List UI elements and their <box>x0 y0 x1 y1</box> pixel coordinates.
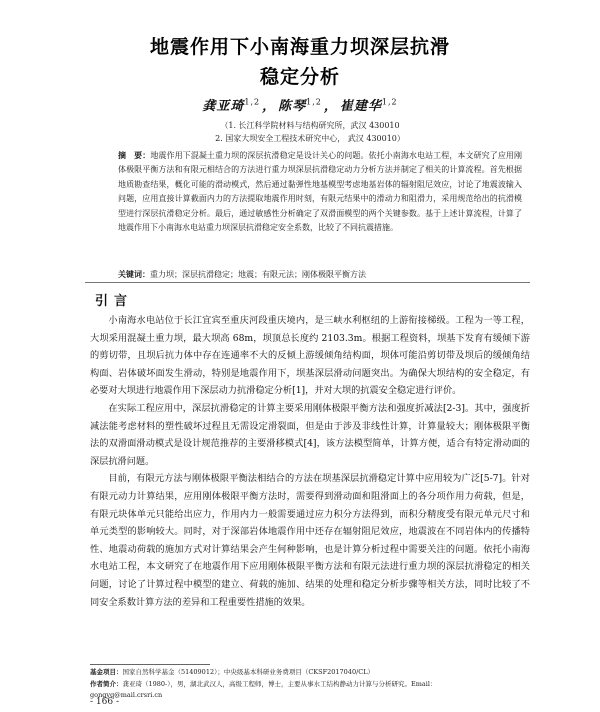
affiliation-2: 2. 国家大坝安全工程技术研究中心， 武汉 430010） <box>215 134 405 143</box>
paper-title-line-1: 地震作用下小南海重力坝深层抗滑 <box>149 36 450 58</box>
page-number: - 166 - <box>90 697 119 707</box>
author-bio-text: 龚亚琦（1980-），男，湖北武汉人，高级工程师，博士，主要从事水工结构静动力计算与分析研究。Email： <box>122 679 437 688</box>
fund-footnote <box>90 667 530 679</box>
keywords-label: 关键词： <box>118 269 150 279</box>
section-divider <box>85 282 530 283</box>
body-text <box>90 312 530 611</box>
author-bio-footnote <box>90 679 530 691</box>
body-paragraph: 在实际工程应用中，深层抗滑稳定的计算主要采用刚体极限平衡方法和强度折减法[2-3]。其中，强度折减法能考虑材料的塑性破坏过程且无需设定滑裂面，但是由于涉及非线性计算，计算量较大；刚体极限平衡法的双滑面滑动模式是设计规范推荐的主要滑移模式[4]，该方法模型简单，计算方便，适合有特定滑动面的深层抗滑问题。 <box>90 402 530 467</box>
author-affiliation-mark: 1,2 <box>381 97 398 107</box>
author-separator: ， <box>262 99 277 114</box>
fund-text: 国家自然科学基金（51409012）；中央级基本科研业务费项目（CKSF2017040/CL） <box>122 668 375 676</box>
author-name: 陈琴 <box>278 99 307 114</box>
abstract-text: 地震作用下混凝土重力坝的深层抗滑稳定是设计关心的问题。依托小南海水电站工程，本文研究了应用刚体极限平衡方法和有限元相结合的方法进行重力坝深层抗滑稳定动力分析方法并制定了相关的计算流程。首先根据地质勘查结果，概化可能的滑动模式，然后通过黏弹性地基模型考虑地基岩体的辐射阻尼效应，讨论了地震波输入问题，应用直接计算截面内力的方法提取地震作用时刻，有限元结果中的滑动力和阻滑力，采用规范给出的抗滑模型进行深层抗滑稳定分析。最后，通过敏感性分析确定了双滑面模型的两个关键参数。基于上述计算流程，计算了地震作用下小南海水电站重力坝深层抗滑稳定安全系数，比较了不同抗震措施。 <box>118 151 522 233</box>
author-email: gongyq@mail.crsri.cn <box>90 691 163 699</box>
keywords <box>118 267 522 282</box>
author-list <box>100 95 500 114</box>
body-paragraph: 小南海水电站位于长江宜宾至重庆河段重庆境内，是三峡水利枢纽的上游衔接梯级。工程为一等工程，大坝采用混凝土重力坝，最大坝高 68m，坝顶总长度约 2103.3m。根据工程资料，坝基下发育有缓倾下游的剪切带，且坝后抗力体中存在连通率不大的反倾上游缓倾角结构面，坝体可能沿剪切带及坝后的缓倾角结构面、岩体破坏面发生滑动，特别是地震作用下，坝基深层滑动问题突出。为确保大坝结构的安全稳定，有必要对大坝进行地震作用下深层动力抗滑稳定分析[1]，并对大坝的抗震安全稳定进行评价。 <box>90 315 530 397</box>
author-affiliation-mark: 1,2 <box>306 97 322 107</box>
abstract <box>118 148 522 235</box>
author-affiliation-mark: 1,2 <box>244 97 261 107</box>
footnote-divider <box>90 664 210 665</box>
section-heading-introduction: 引言 <box>95 294 134 309</box>
author-bio-label: 作者简介： <box>90 679 123 688</box>
paper-title-line-2: 稳定分析 <box>259 66 340 88</box>
abstract-label: 摘 要： <box>118 150 151 160</box>
author-name: 龚亚琦 <box>202 99 245 114</box>
body-paragraph: 目前，有限元方法与刚体极限平衡法相结合的方法在坝基深层抗滑稳定计算中应用较为广泛[5-7]。针对有限元动力计算结果，应用刚体极限平衡方法时，需要得到滑动面和阻滑面上的各分项作用力荷载，但是，有限元块体单元只能给出应力，作用内力一般需要通过应力积分方法得到，而积分精度受有限元单元尺寸和单元类型的影响较大。同时，对于深部岩体地震作用中还存在辐射阻尼效应，地震波在不同岩体内的传播特性、地震动荷载的施加方式对计算结果会产生何种影响，也是计算分析过程中需要关注的问题。依托小南海水电站工程，本文研究了在地震作用下应用刚体极限平衡方法和有限元法进行重力坝的深层抗滑稳定的相关问题，讨论了计算过程中模型的建立、荷载的施加、结果的处理和稳定分析步骤等相关方法，同时比较了不同安全系数计算方法的差异和工程重要性措施的效果。 <box>90 473 530 608</box>
author-name: 崔建华 <box>339 99 382 114</box>
author-separator: ， <box>323 99 338 114</box>
keywords-text: 重力坝；深层抗滑稳定；地震；有限元法；刚体极限平衡方法 <box>150 270 366 279</box>
fund-label: 基金项目： <box>90 668 123 676</box>
footnotes <box>90 667 530 702</box>
affiliation-1: （1. 长江科学院材料与结构研究所，武汉 430010 <box>220 121 400 130</box>
